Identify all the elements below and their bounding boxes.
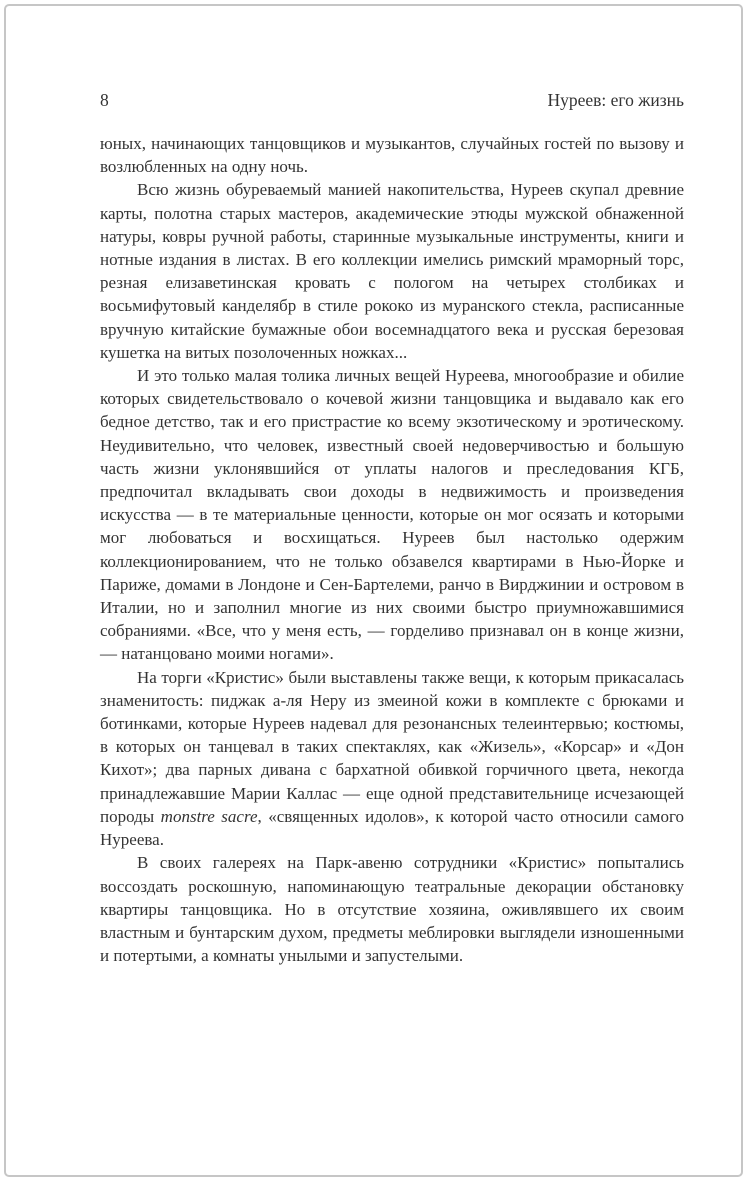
text-segment: юных, начинающих танцовщиков и музыкантов, случайных гостей по вызову и возлюбленных на одну ночь. bbox=[100, 134, 684, 177]
text-segment: На торги «Кристис» были выставлены также вещи, к которым прикасалась знаменитость: пиджак а-ля Неру из змеиной кожи в комплекте с брюками и ботинками, которые Нуреев надевал для резонансных телеинтервью; костюмы, в которых он танцевал в таких спектаклях, как «Жизель», «Корсар» и «Дон Кихот»; два парных дивана с бархатной обивкой горчичного цвета, некогда принадлежавшие Марии Каллас — еще одной представительнице исчезающей породы bbox=[100, 667, 684, 826]
text-segment: В своих галереях на Парк-авеню сотрудники «Кристис» попытались воссоздать роскошную, напоминающую театральные декорации обстановку квартиры танцовщика. Но в отсутствие хозяина, оживлявшего их своим властным и бунтарским духом, предметы меблировки выглядели изношенными и потертыми, а комнаты унылыми и запустелыми. bbox=[100, 853, 684, 966]
text-segment: , «священных идолов», к которой часто относили самого Нуреева. bbox=[100, 806, 684, 850]
running-title: Нуреев: его жизнь bbox=[547, 90, 684, 110]
italic-text: monstre sacre bbox=[160, 806, 258, 826]
paragraph bbox=[100, 666, 684, 852]
page-header bbox=[100, 90, 684, 110]
paragraph bbox=[100, 364, 684, 666]
text-segment: И это только малая толика личных вещей Нуреева, многообразие и обилие которых свидетельствовало о кочевой жизни танцовщика и выдавало как его бедное детство, так и его пристрастие ко всему экзотическому и эротическому. Неудивительно, что человек, известный своей недоверчивостью и большую часть жизни уклонявшийся от уплаты налогов и преследования КГБ, предпочитал вкладывать свои доходы в недвижимость и произведения искусства — в те материальные ценности, которые он мог осязать и которыми мог любоваться и восхищаться. Нуреев был настолько одержим коллекционированием, что не только обзавелся квартирами в Нью-Йорке и Париже, домами в Лондоне и Сен-Бартелеми, ранчо в Вирджинии и островом в Италии, но и заполнил многие из них своими быстро приумножавшимися собраниями. «Все, что у меня есть, — горделиво признавал он в конце жизни, — натанцовано моими ногами». bbox=[100, 366, 684, 664]
paragraph bbox=[100, 132, 684, 178]
page-content bbox=[100, 90, 684, 967]
text-segment: Всю жизнь обуреваемый манией накопительства, Нуреев скупал древние карты, полотна старых мастеров, академические этюды мужской обнаженной натуры, ковры ручной работы, старинные музыкальные инструменты, книги и нотные издания в листах. В его коллекции имелись римский мраморный торс, резная елизаветинская кровать с пологом на четырех столбиках и восьмифутовый канделябр в стиле рококо из муранского стекла, расписанные вручную китайские бумажные обои восемнадцатого века и русская березовая кушетка на витых позолоченных ножках... bbox=[100, 180, 684, 362]
paragraph bbox=[100, 851, 684, 967]
page-number: 8 bbox=[100, 90, 110, 110]
text-body bbox=[100, 132, 684, 967]
paragraph bbox=[100, 178, 684, 364]
